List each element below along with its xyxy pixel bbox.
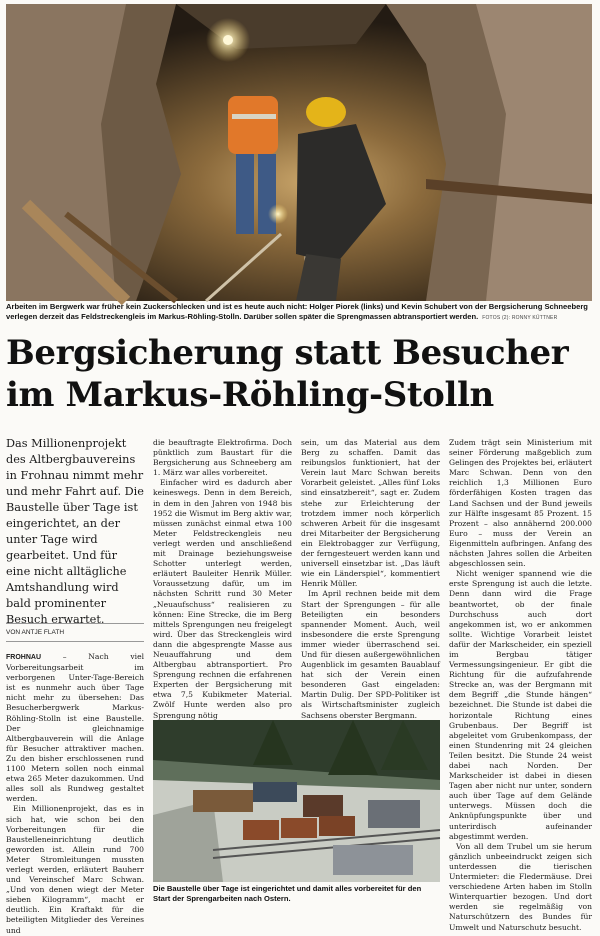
article-paragraph: Im April rechnen beide mit dem Start der Sprengungen – für alle Beteiligten ein besonders spannender Moment. Auch, weil insbesondere die erste Sprengung immer wieder überraschend sei. Und für diesen außergewöhnlichen Augenblick im gesamten Bauablauf hat sich der Verein einen besonderen Gast eingeladen: Martin Dulig. Der SPD-Politiker ist als Wirtschaftsminister zugleich Sachsens oberster Bergmann. <box>301 589 440 720</box>
article-paragraph: Von all dem Trubel um sie herum gänzlich unbeeindruckt zeigen sich unterdessen die tierischen Untermieter: die Fledermäuse. Drei verschiedene Arten haben im Stolln Winterquartier bezogen. Und dort werden sie regelmäßig von Naturschützern des Bundes für Umwelt und Naturschutz besucht. <box>449 841 592 932</box>
dateline: FROHNAU <box>6 654 41 661</box>
author-divider-bottom <box>6 641 144 642</box>
photo-credit: FOTOS (2): RONNY KÜTTNER <box>482 315 558 321</box>
bottom-photo-caption: Die Baustelle über Tage ist eingerichtet und damit alles vorbereitet für den Start der Sprengarbeiten nach Ostern. <box>153 884 422 903</box>
author-byline: VON ANTJE FLATH <box>6 629 65 636</box>
article-paragraph: die beauftragte Elektrofirma. Doch pünktlich zum Baustart für die Bergsicherung aus Schneeberg am 1. März war alles vorbereitet. <box>153 438 292 478</box>
article-column-4 <box>449 438 592 933</box>
top-photo-caption <box>6 302 594 323</box>
article-paragraph: Ein Millionenprojekt, das es in sich hat, wie schon bei den Vorbereitungen für die Baustelleneinrichtung deutlich geworden ist. Allein rund 700 Meter Stromleitungen mussten verlegt werden, erläutert Bauherr und Vereinschef Marc Schwan. „Und von denen wiegt der Meter sieben Kilogramm“, macht er deutlich. Ein Kraftakt für die beteiligten Mitglieder des Vereines und <box>6 804 144 935</box>
mine-tunnel-illustration <box>6 4 592 301</box>
article-paragraph: Nicht weniger spannend wie die erste Sprengung ist auch die letzte. Denn dann wird die Frage beantwortet, ob der finale Durchschuss auch dort angekommen ist, wo er ankommen sollte. Wichtige Vorarbeit leistet dafür der Markscheider, ein speziell im Bergbau tätiger Vermessungsingenieur. Er gibt die Richtung für die aufzufahrende Strecke an, was der Bergmann mit dem Begriff „die Stunde hängen“ bezeichnet. Die Stunde ist dabei die horizontale Richtung eines Grubenbaus. Der Begriff ist abgeleitet vom Grubenkompass, der einen Stundenring mit 24 gleichen Teilen besitzt. Die Stunde 24 weist dabei nach Norden. Der Markscheider ist dabei in diesen Tagen aber nicht nur unter, sondern auch über Tage auf dem Gelände unterwegs. Müssen doch die Anknüpfungspunkte über und unterirdisch aufeinander abgestimmt werden. <box>449 569 592 841</box>
top-photo <box>6 4 592 301</box>
article-paragraph: Einfacher wird es dadurch aber keineswegs. Denn in dem Bereich, in dem in den Jahren von 1948 bis 1952 die Wismut im Berg aktiv war, müssen zunächst einmal etwa 100 Meter Feldstreckengleis neu verlegt werden und anschließend mit Drainage beziehungsweise Schotter unterlegt werden, erläutert Bauleiter Henrik Müller. Voraussetzung dafür, um im nächsten Schritt rund 30 Meter „Neuaufschuss“ realisieren zu können: Eine Strecke, die im Berg mittels Sprengungen neu freigelegt wird. Über das Streckengleis wird dann die abgesprengte Masse aus Neuauffahrung und dem Altbergbau abtransportiert. Pro Sprengung rechnen die erfahrenen Experten der Bergsicherung mit etwa 7,5 Kubikmeter Material. Zwölf Hunte werden also pro Sprengung nötig <box>153 478 292 720</box>
article-paragraph: sein, um das Material aus dem Berg zu schaffen. Damit das reibungslos funktioniert, hat der Verein laut Marc Schwan bereits Vorarbeit geleistet. „Alles fünf Loks sind einsatzbereit“, sagt er. Zudem stehe zur Erleichterung der trotzdem immer noch körperlich schweren Arbeit für die insgesamt drei Mitarbeiter der Bergsicherung ein Elektrobagger zur Verfügung, der ferngesteuert werden kann und universell einsetzbar ist. „Das läuft wie ein Länderspiel“, kommentiert Henrik Müller. <box>301 438 440 589</box>
article-column-2 <box>153 438 292 721</box>
bottom-photo <box>153 720 440 882</box>
top-photo-caption-text: Arbeiten im Bergwerk war früher kein Zuckerschlecken und ist es heute auch nicht: Holger Piorek (links) und Kevin Schubert von der Bergsicherung Schneeberg verlegen derzeit das Feldstreckengleis im Markus-Röhling-Stolln. Darüber sollen später die Sprengmassen abtransportiert werden. <box>6 302 588 321</box>
headline-line-1: Bergsicherung statt Besucher <box>6 333 569 373</box>
headline <box>6 332 594 416</box>
teaser: Das Millionenprojekt des Altbergbauvereins in Frohnau nimmt mehr und mehr Fahrt auf. Die Baustelle über Tage ist eingerichtet, an der unter Tage wird gearbeitet. Und für eine nicht alltägliche Amtshandlung wird bald prominenter Besuch erwartet. <box>6 437 144 626</box>
author-divider-top <box>6 623 144 624</box>
headline-line-2: im Markus-Röhling-Stolln <box>6 375 494 415</box>
article-column-1 <box>6 652 144 936</box>
article-paragraph: FROHNAU – Nach viel Vorbereitungsarbeit im verborgenen Unter-Tage-Bereich ist es nunmehr auch über Tage nicht mehr zu übersehen: Das Besucherbergwerk Markus-Röhling-Stolln ist eine Baustelle. Der gleichnamige Altbergbauverein will die Anlage für Besucher attraktiver machen. Zu den bisher erschlossenen rund 1100 Metern sollen noch einmal etwa 265 Meter dazukommen. Und alles soll als Rundweg gestaltet werden. <box>6 652 144 804</box>
article-paragraph: Zudem trägt sein Ministerium mit seiner Förderung maßgeblich zum Gelingen des Projektes bei, erläutert Marc Schwan. Denn von den reichlich 1,3 Millionen Euro förderfähigen Kosten tragen das Land Sachsen und der Bund jeweils zur Hälfte insgesamt 85 Prozent. 15 Prozent – also annähernd 200.000 Euro – muss der Verein an Eigenmitteln aufbringen. Anfang des nächsten Jahres sollen die Arbeiten abgeschlossen sein. <box>449 438 592 569</box>
article-column-3 <box>301 438 440 721</box>
construction-site-illustration <box>153 720 440 882</box>
